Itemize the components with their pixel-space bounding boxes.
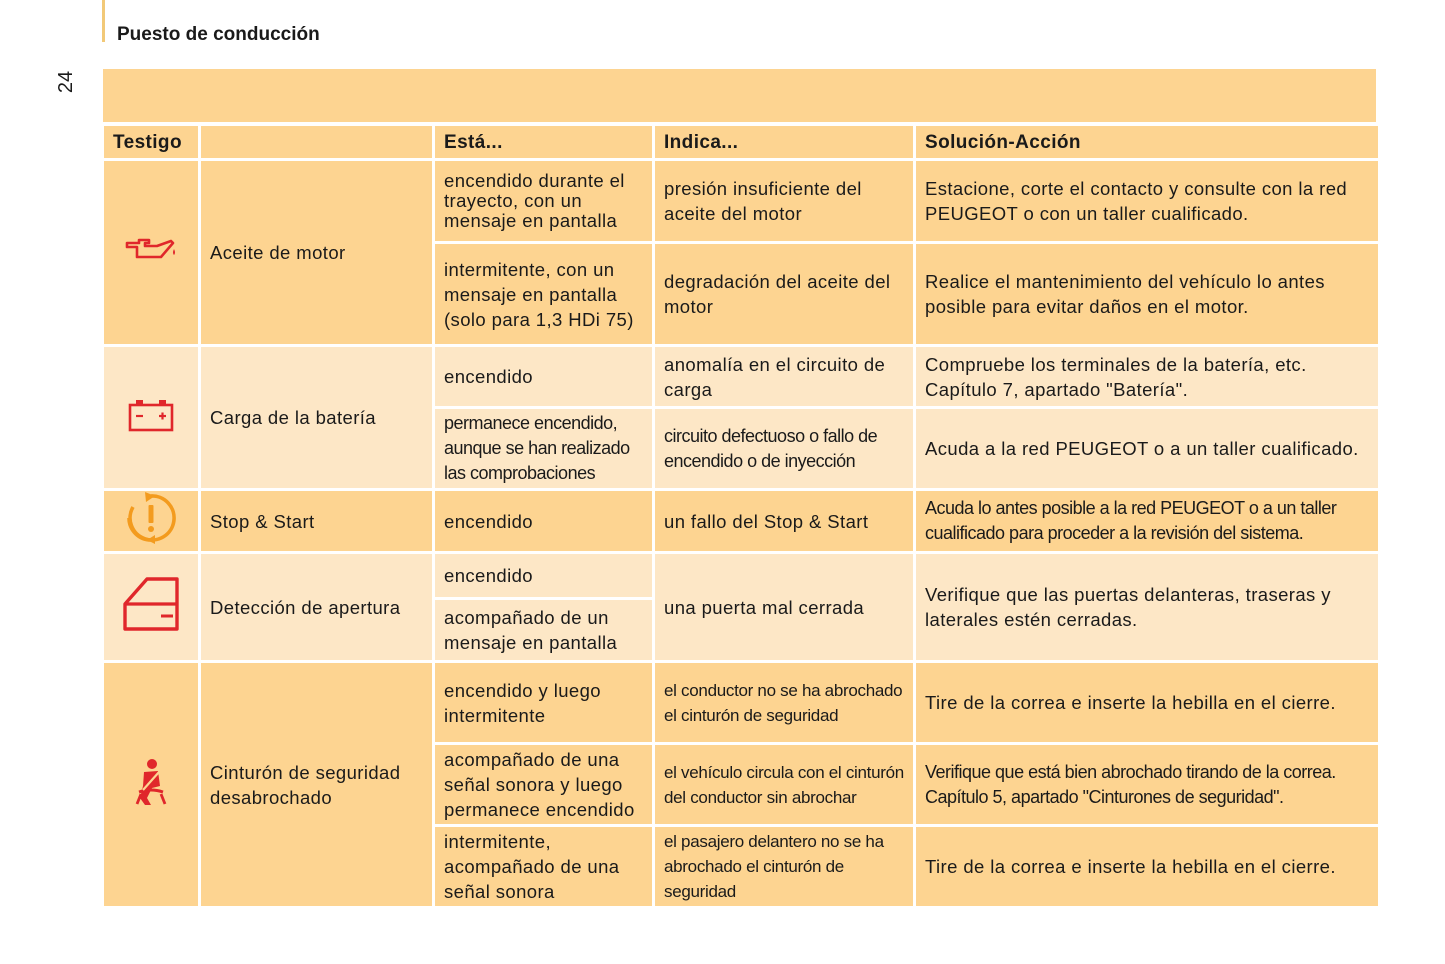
- table-row: [103, 346, 1380, 408]
- table-header-row: [103, 125, 1380, 160]
- seatbelt-icon-cell: [103, 662, 200, 908]
- oil-icon-cell: [103, 160, 200, 346]
- cell-action: Verifique que está bien abrochado tirando de la correa. Capítulo 5, apartado "Cinturones de seguridad".: [915, 744, 1380, 826]
- cell-action: Tire de la correa e inserte la hebilla en el cierre.: [915, 826, 1380, 908]
- row-name-oil: Aceite de motor: [200, 160, 434, 346]
- cell-indicates: presión insuficiente del aceite del motor: [654, 160, 915, 243]
- cell-indicates: anomalía en el circuito de carga: [654, 346, 915, 408]
- cell-indicates: un fallo del Stop & Start: [654, 490, 915, 553]
- seatbelt-icon: [131, 758, 171, 806]
- cell-indicates: una puerta mal cerrada: [654, 553, 915, 662]
- oil-can-icon: [123, 237, 179, 263]
- page-number: 24: [55, 70, 77, 94]
- cell-action: Acuda a la red PEUGEOT o a un taller cualificado.: [915, 408, 1380, 490]
- table-row: [103, 662, 1380, 744]
- cell-action: Tire de la correa e inserte la hebilla en el cierre.: [915, 662, 1380, 744]
- battery-icon-cell: [103, 346, 200, 490]
- cell-state: encendido: [434, 346, 654, 408]
- row-name-seatbelt: Cinturón de seguridad desabrochado: [200, 662, 434, 908]
- cell-action: Realice el mantenimiento del vehículo lo antes posible para evitar daños en el motor.: [915, 243, 1380, 346]
- cell-action: Compruebe los terminales de la batería, etc. Capítulo 7, apartado "Batería".: [915, 346, 1380, 408]
- page-title: Puesto de conducción: [117, 24, 320, 45]
- stop-start-icon-cell: [103, 490, 200, 553]
- cell-action: Estacione, corte el contacto y consulte con la red PEUGEOT o con un taller cualificado.: [915, 160, 1380, 243]
- table-row: [103, 490, 1380, 553]
- cell-state: permanece encendido, aunque se han realizado las comprobaciones: [434, 408, 654, 490]
- cell-action: Acuda lo antes posible a la red PEUGEOT o a un taller cualificado para proceder a la revisión del sistema.: [915, 490, 1380, 553]
- row-name-stop-start: Stop & Start: [200, 490, 434, 553]
- door-icon-cell: [103, 553, 200, 662]
- column-header-solucion: Solución-Acción: [915, 125, 1380, 160]
- row-name-door: Detección de apertura: [200, 553, 434, 662]
- cell-state: acompañado de un mensaje en pantalla: [434, 599, 654, 662]
- cell-state: intermitente, con un mensaje en pantalla (solo para 1,3 HDi 75): [434, 243, 654, 346]
- cell-indicates: degradación del aceite del motor: [654, 243, 915, 346]
- column-header-indica: Indica...: [654, 125, 915, 160]
- cell-state: encendido durante el trayecto, con un mensaje en pantalla: [434, 160, 654, 243]
- table-row: [103, 553, 1380, 599]
- row-name-battery: Carga de la batería: [200, 346, 434, 490]
- stop-start-warning-icon: [125, 491, 177, 545]
- cell-state: encendido y luego intermitente: [434, 662, 654, 744]
- cell-indicates: el vehículo circula con el cinturón del conductor sin abrochar: [654, 744, 915, 826]
- accent-bar: [102, 0, 105, 42]
- cell-indicates: circuito defectuoso o fallo de encendido o de inyección: [654, 408, 915, 490]
- table-banner: [103, 69, 1376, 122]
- door-open-icon: [121, 576, 181, 632]
- cell-state: acompañado de una señal sonora y luego permanece encendido: [434, 744, 654, 826]
- cell-state: intermitente, acompañado de una señal sonora: [434, 826, 654, 908]
- column-header-testigo: Testigo: [103, 125, 200, 160]
- column-header-name: [200, 125, 434, 160]
- table-row: [103, 160, 1380, 243]
- cell-state: encendido: [434, 553, 654, 599]
- cell-state: encendido: [434, 490, 654, 553]
- battery-icon: [127, 398, 175, 432]
- cell-indicates: el pasajero delantero no se ha abrochado el cinturón de seguridad: [654, 826, 915, 908]
- column-header-esta: Está...: [434, 125, 654, 160]
- warning-lights-table: [101, 123, 1381, 909]
- cell-indicates: el conductor no se ha abrochado el cinturón de seguridad: [654, 662, 915, 744]
- cell-action: Verifique que las puertas delanteras, traseras y laterales estén cerradas.: [915, 553, 1380, 662]
